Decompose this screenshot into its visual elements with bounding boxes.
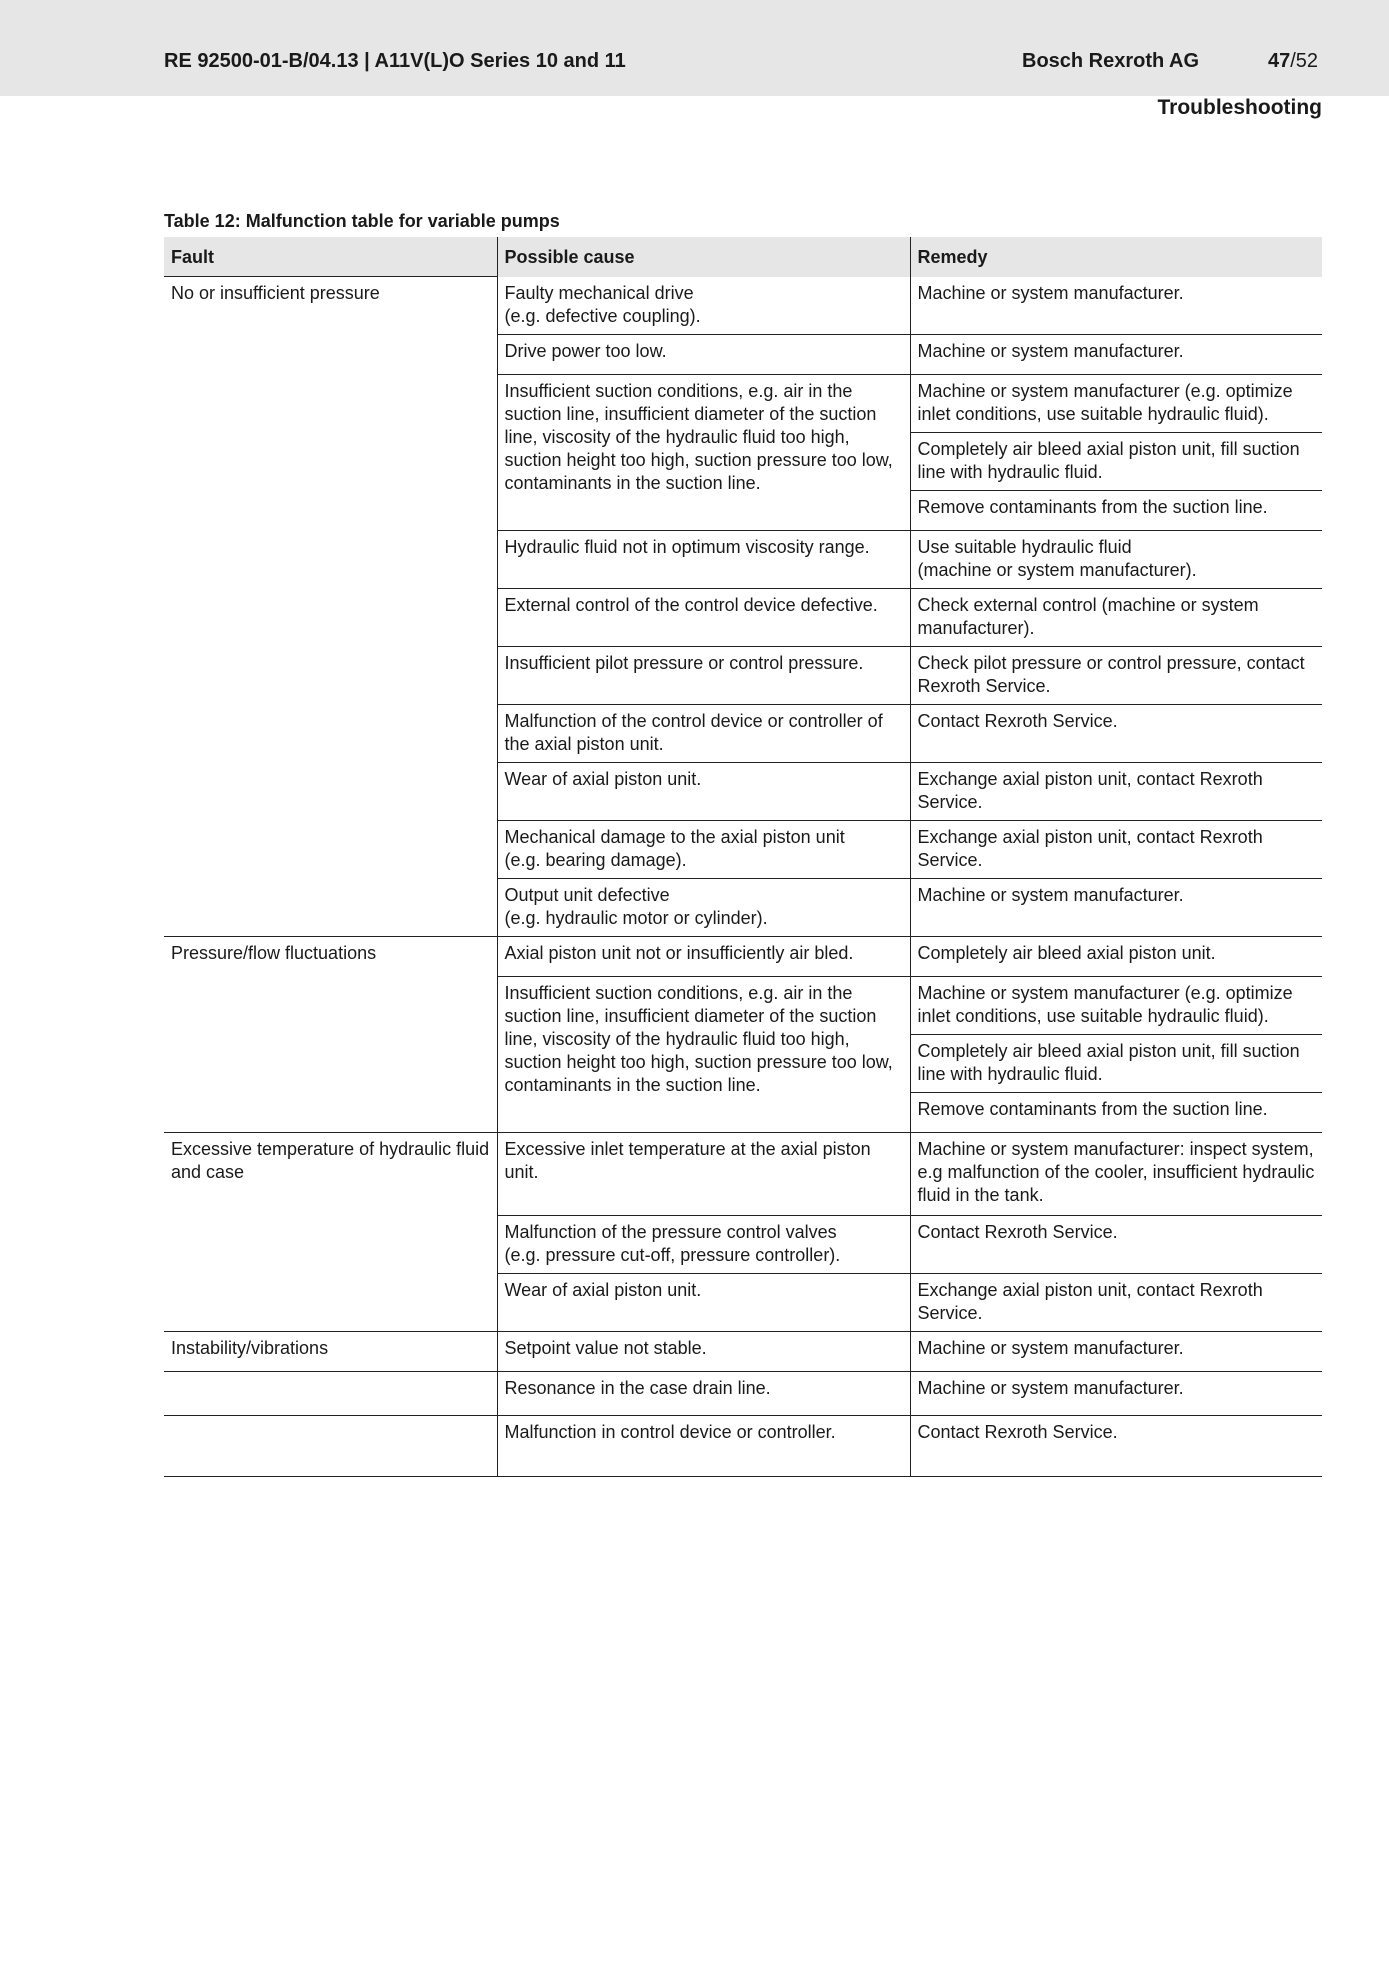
cause-text: External control of the control device defective. bbox=[504, 595, 878, 615]
remedy-cell bbox=[910, 1216, 1322, 1274]
table-caption: Table 12: Malfunction table for variable pumps bbox=[164, 211, 560, 231]
remedy-text: Machine or system manufacturer: inspect system, e.g malfunction of the cooler, insufficient hydraulic fluid in the tank. bbox=[917, 1139, 1315, 1205]
table-row bbox=[164, 1332, 1322, 1372]
remedy-cell bbox=[910, 647, 1322, 705]
remedy-text: Completely air bleed axial piston unit, fill suction line with hydraulic fluid. bbox=[917, 1041, 1300, 1084]
fault-text: Pressure/flow fluctuations bbox=[171, 943, 377, 963]
fault-cell bbox=[164, 1332, 497, 1372]
remedy-text: Remove contaminants from the suction line. bbox=[917, 1099, 1268, 1119]
cause-text: Axial piston unit not or insufficiently air bled. bbox=[504, 943, 854, 963]
remedy-cell bbox=[910, 375, 1322, 433]
fault-cell bbox=[164, 647, 497, 705]
page-header-band bbox=[0, 0, 1389, 96]
remedy-text: Contact Rexroth Service. bbox=[917, 711, 1118, 731]
cause-text: Wear of axial piston unit. bbox=[504, 769, 702, 789]
remedy-text: Machine or system manufacturer. bbox=[917, 1378, 1184, 1398]
cause-cell bbox=[497, 277, 910, 335]
remedy-text: Machine or system manufacturer (e.g. optimize inlet conditions, use suitable hydraulic fluid). bbox=[917, 381, 1293, 424]
remedy-cell bbox=[910, 821, 1322, 879]
cause-cell bbox=[497, 1416, 910, 1477]
fault-cell bbox=[164, 705, 497, 763]
cause-text: Malfunction of the pressure control valves (e.g. pressure cut-off, pressure controller). bbox=[504, 1222, 841, 1265]
fault-cell bbox=[164, 1133, 497, 1216]
table-row bbox=[164, 277, 1322, 335]
table-row bbox=[164, 1133, 1322, 1216]
table-row bbox=[164, 531, 1322, 589]
cause-cell bbox=[497, 531, 910, 589]
cause-text: Insufficient suction conditions, e.g. air in the suction line, insufficient diameter of the suction line, viscosity of the hydraulic fluid too high, suction height too high, suction pressure too low, contaminants in the suction line. bbox=[504, 381, 893, 493]
remedy-text: Use suitable hydraulic fluid (machine or system manufacturer). bbox=[917, 537, 1197, 580]
remedy-text: Exchange axial piston unit, contact Rexroth Service. bbox=[917, 1280, 1263, 1323]
fault-cell bbox=[164, 821, 497, 879]
fault-cell bbox=[164, 531, 497, 589]
table-row bbox=[164, 335, 1322, 375]
table-row bbox=[164, 647, 1322, 705]
table-row bbox=[164, 1372, 1322, 1416]
table-row bbox=[164, 589, 1322, 647]
remedy-cell bbox=[910, 1416, 1322, 1477]
company-name: Bosch Rexroth AG bbox=[1022, 50, 1200, 72]
table-row bbox=[164, 705, 1322, 763]
remedy-text: Machine or system manufacturer (e.g. optimize inlet conditions, use suitable hydraulic fluid). bbox=[917, 983, 1293, 1026]
cause-text: Mechanical damage to the axial piston unit (e.g. bearing damage). bbox=[504, 827, 845, 870]
remedy-cell bbox=[910, 335, 1322, 375]
cause-cell bbox=[497, 647, 910, 705]
table-row bbox=[164, 375, 1322, 433]
document-reference: RE 92500-01-B/04.13 | A11V(L)O Series 10 and 11 bbox=[164, 50, 626, 72]
cause-text: Insufficient suction conditions, e.g. air in the suction line, insufficient diameter of the suction line, viscosity of the hydraulic fluid too high, suction height too high, suction pressure too low, contaminants in the suction line. bbox=[504, 983, 893, 1095]
remedy-cell bbox=[910, 1372, 1322, 1416]
fault-text: Excessive temperature of hydraulic fluid and case bbox=[171, 1139, 490, 1182]
cause-cell bbox=[497, 589, 910, 647]
cause-cell bbox=[497, 1332, 910, 1372]
table-row bbox=[164, 1416, 1322, 1477]
remedy-cell bbox=[910, 589, 1322, 647]
cause-cell bbox=[497, 335, 910, 375]
remedy-text: Machine or system manufacturer. bbox=[917, 341, 1184, 361]
cause-text: Faulty mechanical drive (e.g. defective coupling). bbox=[504, 282, 701, 326]
remedy-cell bbox=[910, 705, 1322, 763]
remedy-cell bbox=[910, 491, 1322, 531]
remedy-cell bbox=[910, 1332, 1322, 1372]
page-total: /52 bbox=[1290, 50, 1319, 72]
page-current: 47 bbox=[1268, 50, 1291, 72]
page-number bbox=[1268, 50, 1318, 73]
cause-cell bbox=[497, 763, 910, 821]
fault-cell bbox=[164, 335, 497, 375]
cause-text: Malfunction of the control device or controller of the axial piston unit. bbox=[504, 711, 883, 754]
table-row bbox=[164, 879, 1322, 937]
fault-cell bbox=[164, 1416, 497, 1477]
cause-text: Insufficient pilot pressure or control pressure. bbox=[504, 653, 864, 673]
fault-text: No or insufficient pressure bbox=[171, 283, 380, 303]
table-row bbox=[164, 977, 1322, 1035]
table-row bbox=[164, 763, 1322, 821]
remedy-text: Exchange axial piston unit, contact Rexroth Service. bbox=[917, 769, 1263, 812]
cause-text: Output unit defective (e.g. hydraulic motor or cylinder). bbox=[504, 885, 768, 928]
fault-cell bbox=[164, 937, 497, 977]
fault-cell bbox=[164, 879, 497, 937]
fault-cell bbox=[164, 375, 497, 433]
remedy-text: Remove contaminants from the suction line. bbox=[917, 497, 1268, 517]
remedy-cell bbox=[910, 977, 1322, 1035]
remedy-text: Contact Rexroth Service. bbox=[917, 1422, 1118, 1442]
table-row bbox=[164, 1216, 1322, 1274]
remedy-cell bbox=[910, 879, 1322, 937]
fault-cell bbox=[164, 1274, 497, 1332]
cause-cell bbox=[497, 1372, 910, 1416]
fault-cell bbox=[164, 589, 497, 647]
remedy-cell bbox=[910, 433, 1322, 491]
table-row bbox=[164, 1274, 1322, 1332]
section-title: Troubleshooting bbox=[1157, 96, 1322, 119]
remedy-text: Machine or system manufacturer. bbox=[917, 1338, 1184, 1358]
fault-cell bbox=[164, 763, 497, 821]
cause-cell bbox=[497, 1216, 910, 1274]
cause-cell bbox=[497, 937, 910, 977]
cause-text: Hydraulic fluid not in optimum viscosity range. bbox=[504, 537, 870, 557]
fault-cell bbox=[164, 1035, 497, 1093]
fault-cell bbox=[164, 1372, 497, 1416]
remedy-text: Contact Rexroth Service. bbox=[917, 1222, 1118, 1242]
remedy-text: Machine or system manufacturer. bbox=[917, 282, 1184, 303]
cause-text: Wear of axial piston unit. bbox=[504, 1280, 702, 1300]
remedy-cell bbox=[910, 1093, 1322, 1133]
table-header-row bbox=[164, 237, 1322, 277]
cause-text: Malfunction in control device or controller. bbox=[504, 1422, 836, 1442]
remedy-text: Completely air bleed axial piston unit. bbox=[917, 943, 1216, 963]
cause-cell bbox=[497, 375, 910, 531]
remedy-text: Machine or system manufacturer. bbox=[917, 885, 1184, 905]
fault-cell bbox=[164, 433, 497, 491]
fault-text: Instability/vibrations bbox=[171, 1338, 329, 1358]
cause-cell bbox=[497, 879, 910, 937]
remedy-cell bbox=[910, 531, 1322, 589]
fault-cell bbox=[164, 1093, 497, 1133]
remedy-cell bbox=[910, 1274, 1322, 1332]
fault-cell bbox=[164, 1216, 497, 1274]
remedy-cell bbox=[910, 1035, 1322, 1093]
cause-text: Drive power too low. bbox=[504, 341, 667, 361]
remedy-text: Exchange axial piston unit, contact Rexroth Service. bbox=[917, 827, 1263, 870]
remedy-cell bbox=[910, 277, 1322, 335]
table-row bbox=[164, 821, 1322, 879]
header-fault: Fault bbox=[164, 237, 497, 277]
fault-cell bbox=[164, 491, 497, 531]
malfunction-table bbox=[164, 237, 1322, 1477]
cause-cell bbox=[497, 821, 910, 879]
table-row bbox=[164, 937, 1322, 977]
fault-cell bbox=[164, 977, 497, 1035]
cause-cell bbox=[497, 1133, 910, 1216]
remedy-cell bbox=[910, 937, 1322, 977]
cause-text: Setpoint value not stable. bbox=[504, 1338, 707, 1358]
remedy-cell bbox=[910, 763, 1322, 821]
remedy-text: Check pilot pressure or control pressure, contact Rexroth Service. bbox=[917, 653, 1305, 696]
remedy-text: Check external control (machine or system manufacturer). bbox=[917, 595, 1259, 638]
header-remedy: Remedy bbox=[910, 237, 1322, 277]
cause-text: Resonance in the case drain line. bbox=[504, 1378, 771, 1398]
cause-cell bbox=[497, 705, 910, 763]
remedy-cell bbox=[910, 1133, 1322, 1216]
cause-cell bbox=[497, 1274, 910, 1332]
remedy-text: Completely air bleed axial piston unit, fill suction line with hydraulic fluid. bbox=[917, 439, 1300, 482]
header-possible-cause: Possible cause bbox=[497, 237, 910, 277]
fault-cell bbox=[164, 277, 497, 335]
cause-text: Excessive inlet temperature at the axial piston unit. bbox=[504, 1139, 871, 1182]
table-body bbox=[164, 277, 1322, 1477]
cause-cell bbox=[497, 977, 910, 1133]
